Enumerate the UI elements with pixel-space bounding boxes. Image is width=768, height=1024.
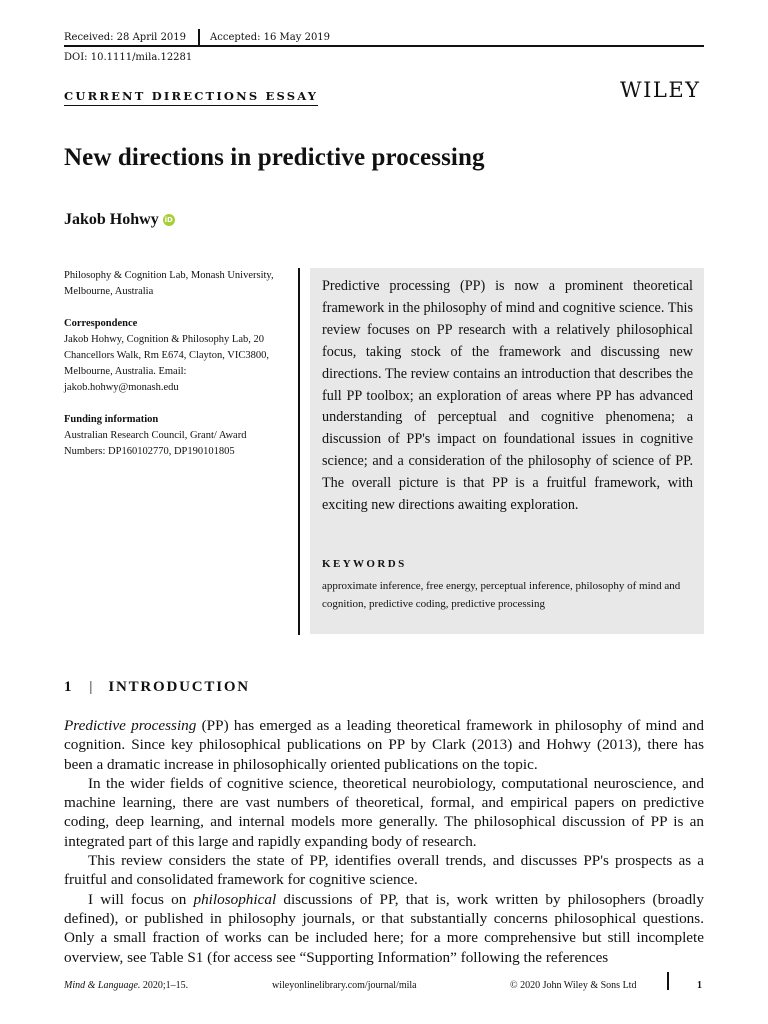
keywords-label: KEYWORDS: [322, 558, 407, 570]
paragraph-3: This review considers the state of PP, identifies overall trends, and discusses PP's prospects as a fruitful and consolidated framework for cognitive science.: [64, 852, 704, 889]
paragraph-4-text: discussions of PP, that is, work written by philosophers (broadly defined), or published in philosophy journals, or that substantially concerns philosophical questions. Only a small fraction of works can be included here; for a more comprehensive but still incomplete overview, see Table S1 (for access see “Supporting Information” following the references: [64, 890, 704, 966]
emphasis-predictive-processing: Predictive processing: [64, 717, 197, 734]
section-number: 1: [64, 679, 74, 695]
funding-label: Funding information: [64, 414, 159, 425]
paragraph-2: In the wider fields of cognitive science, theoretical neurobiology, computational neuroscience, and machine learning, there are vast numbers of theoretical, formal, and empirical papers on predictive coding, deep learning, and internal models more generally. The philosophical discussion of PP is an integrated part of this large and rapidly expanding body of research.: [64, 774, 704, 850]
journal-name: Mind & Language.: [64, 980, 141, 991]
accepted-date: Accepted: 16 May 2019: [210, 31, 331, 43]
header-separator: [198, 29, 200, 45]
doi[interactable]: DOI: 10.1111/mila.12281: [64, 52, 193, 63]
journal-citation: [64, 980, 188, 991]
section-separator: |: [89, 679, 93, 695]
received-date: Received: 28 April 2019: [64, 31, 187, 43]
section-heading: [64, 679, 250, 696]
footer-separator: [667, 972, 669, 990]
paragraph-4: [64, 890, 704, 967]
copyright: © 2020 John Wiley & Sons Ltd: [510, 980, 637, 991]
funding-text: Australian Research Council, Grant/ Award Numbers: DP160102770, DP190101805: [64, 430, 247, 457]
publisher-logo: WILEY: [620, 78, 701, 102]
journal-url[interactable]: wileyonlinelibrary.com/journal/mila: [272, 980, 417, 991]
paragraph-1-text: (PP) has emerged as a leading theoretical framework in philosophy of mind and cognition. Since key philosophical publications on PP by Clark (2013) and Hohwy (2013), there has been a dramatic increase in philosophically oriented publications on the topic.: [64, 717, 704, 773]
essay-type-label: CURRENT DIRECTIONS ESSAY: [64, 89, 318, 106]
article-title: New directions in predictive processing: [64, 144, 485, 171]
section-title: INTRODUCTION: [108, 679, 250, 695]
body-text: [64, 716, 704, 967]
sidebar-divider: [298, 268, 300, 635]
correspondence-label: Correspondence: [64, 318, 138, 329]
affiliation: Philosophy & Cognition Lab, Monash University, Melbourne, Australia: [64, 270, 274, 297]
header-rule: [64, 45, 704, 47]
article-info-sidebar: [64, 268, 289, 476]
paragraph-1: [64, 716, 704, 774]
author-name[interactable]: Jakob Hohwy: [64, 211, 159, 228]
journal-volume: 2020;1–15.: [140, 980, 189, 991]
emphasis-philosophical: philosophical: [193, 890, 277, 908]
publication-dates: [64, 29, 330, 45]
author-line: [64, 211, 175, 229]
orcid-icon[interactable]: iD: [164, 216, 173, 224]
keywords-list: approximate inference, free energy, perceptual inference, philosophy of mind and cognition, predictive coding, predictive processing: [322, 580, 681, 610]
abstract-text: Predictive processing (PP) is now a prominent theoretical framework in the philosophy of mind and cognitive science. This review focuses on PP research with a relatively philosophical focus, taking stock of the framework and discussing new directions. The review contains an introduction that describes the full PP toolbox; an exploration of areas where PP has advanced understanding of perceptual and cognitive phenomena; a discussion of PP's impact on foundational issues in cognitive science; and a consideration of the philosophy of science of PP. The overall picture is that PP is a fruitful framework, with exciting new directions awaiting exploration.: [322, 278, 693, 514]
page-number: 1: [697, 980, 702, 991]
paragraph-4-lead: I will focus on: [88, 890, 194, 908]
correspondence-text: Jakob Hohwy, Cognition & Philosophy Lab, 20 Chancellors Walk, Rm E674, Clayton, VIC3800, Melbourne, Australia. Email: jakob.hohwy@monash.edu: [64, 334, 269, 393]
